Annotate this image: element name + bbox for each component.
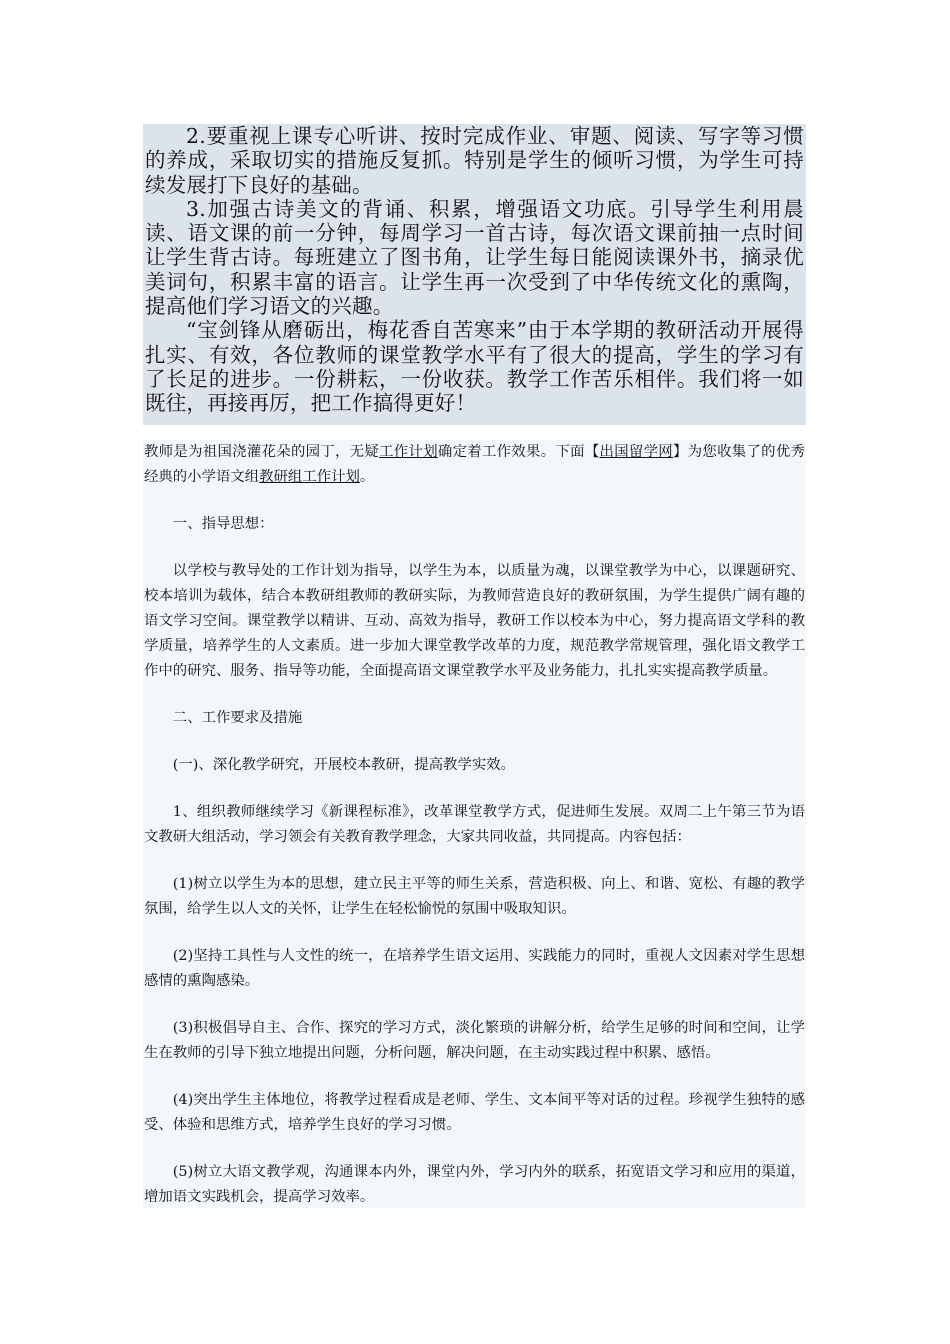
paragraph-item-1: 1、组织教师继续学习《新课程标准》，改革课堂教学方式，促进师生发展。双周二上午第三节为语文教研大组活动，学习领会有关教育教学理念，大家共同收益，共同提高。内容包括： <box>144 804 805 845</box>
highlighted-text-block <box>143 124 806 425</box>
intro-paragraph <box>144 440 805 490</box>
intro-text-1: 教师是为祖国浇灌花朵的园丁，无疑 <box>144 444 380 460</box>
subheading-deepen-research: (一)、深化教学研究，开展校本教研，提高教学实效。 <box>172 757 516 773</box>
paragraph-point-3: (3)积极倡导自主、合作、探究的学习方式，淡化繁琐的讲解分析，给学生足够的时间和空间，让学生在教师的引导下独立地提出问题，分析问题，解决问题，在主动实践过程中积累、感悟。 <box>144 1020 805 1061</box>
heading-requirements-measures: 二、工作要求及措施 <box>172 710 303 726</box>
link-teaching-research-plan[interactable]: 教研组工作计划 <box>259 469 360 485</box>
intro-text-2: 确定着工作效果。下面【 <box>437 444 600 460</box>
article-body <box>143 440 806 1208</box>
intro-text-3: 】为您收集了的优秀经典的小学语文组 <box>144 444 805 485</box>
paragraph-point-4: (4)突出学生主体地位，将教学过程看成是老师、学生、文本间平等对话的过程。珍视学生独特的感受、体验和思维方式，培养学生良好的学习习惯。 <box>144 1092 805 1133</box>
intro-text-4: 。 <box>359 469 375 485</box>
paragraph-point-5: (5)树立大语文教学观，沟通课本内外，课堂内外，学习内外的联系，拓宽语文学习和应用的渠道，增加语文实践机会，提高学习效率。 <box>144 1164 805 1205</box>
paragraph-habits: 2.要重视上课专心听讲、按时完成作业、审题、阅读、写字等习惯的养成，采取切实的措施反复抓。特别是学生的倾听习惯，为学生可持续发展打下良好的基础。 <box>145 124 804 197</box>
link-work-plan[interactable]: 工作计划 <box>379 444 438 460</box>
paragraph-guiding-ideology: 以学校与教导处的工作计划为指导，以学生为本，以质量为魂，以课堂教学为中心，以课题研究、校本培训为载体，结合本教研组教师的教研实际，为教师营造良好的教研氛围，为学生提供广阔有趣的语文学习空间。课堂教学以精讲、互动、高效为指导，教研工作以校本为中心，努力提高语文学科的教学质量，培养学生的人文素质。进一步加大课堂教学改革的力度，规范教学常规管理，强化语文教学工作中的研究、服务、指导等功能，全面提高语文课堂教学水平及业务能力，扎扎实实提高教学质量。 <box>144 563 805 679</box>
paragraph-point-1: (1)树立以学生为本的思想，建立民主平等的师生关系，营造积极、向上、和谐、宽松、有趣的教学氛围，给学生以人文的关怀，让学生在轻松愉悦的氛围中吸取知识。 <box>144 876 805 917</box>
paragraph-classical-poetry: 3.加强古诗美文的背诵、积累，增强语文功底。引导学生利用晨读、语文课的前一分钟，每周学习一首古诗，每次语文课前抽一点时间让学生背古诗。每班建立了图书角，让学生每日能阅读课外书，摘录优美词句，积累丰富的语言。让学生再一次受到了中华传统文化的熏陶，提高他们学习语文的兴趣。 <box>145 196 804 319</box>
paragraph-point-2: (2)坚持工具性与人文性的统一，在培养学生语文运用、实践能力的同时，重视人文因素对学生思想感情的熏陶感染。 <box>144 948 805 989</box>
link-study-abroad-site[interactable]: 出国留学网 <box>599 444 674 460</box>
heading-guiding-ideology: 一、指导思想： <box>172 516 274 532</box>
paragraph-closing: “宝剑锋从磨砺出，梅花香自苦寒来”由于本学期的教研活动开展得扎实、有效，各位教师的课堂教学水平有了很大的提高，学生的学习有了长足的进步。一份耕耘，一份收获。教学工作苦乐相伴。我们将一如既往，再接再厉，把工作搞得更好！ <box>145 318 804 416</box>
